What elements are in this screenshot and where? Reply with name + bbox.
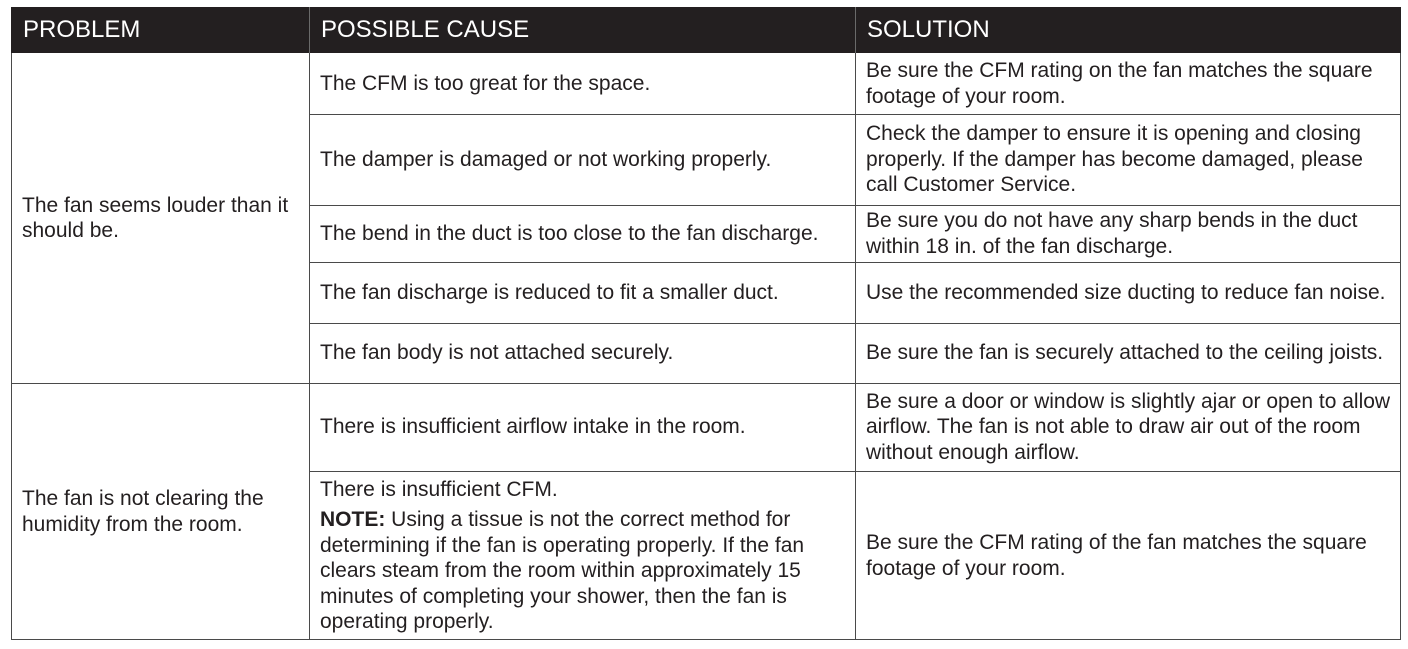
solution-cell — [855, 471, 1401, 640]
cause-text: The fan discharge is reduced to fit a smaller duct. — [320, 280, 779, 304]
cause-text: There is insufficient airflow intake in the room. — [320, 415, 746, 439]
cause-cell — [309, 114, 855, 205]
problem-text: The fan seems louder than it should be. — [22, 193, 289, 242]
cause-cell — [309, 53, 855, 114]
solution-cell — [855, 323, 1401, 383]
solution-cell — [855, 383, 1401, 471]
problem-cell — [11, 53, 309, 383]
header-possible-cause: POSSIBLE CAUSE — [321, 16, 530, 43]
note-text: Using a tissue is not the correct method for determining if the fan is operating properly. If the fan clears steam from the room within approximately 15 minutes of completing your shower, then the fan is operating properly. — [320, 508, 805, 633]
solution-text: Use the recommended size ducting to reduce fan noise. — [866, 280, 1386, 304]
cause-cell — [309, 205, 855, 262]
solution-cell — [855, 205, 1401, 262]
solution-cell — [855, 53, 1401, 114]
note-paragraph — [320, 507, 845, 635]
note-label: NOTE: — [320, 508, 386, 531]
cause-text: The fan body is not attached securely. — [320, 341, 674, 365]
problem-text: The fan is not clearing the humidity from the room. — [22, 487, 264, 536]
problem-cell — [11, 383, 309, 640]
troubleshooting-table — [11, 7, 1401, 640]
solution-text: Be sure you do not have any sharp bends in the duct within 18 in. of the fan discharge. — [866, 209, 1358, 258]
solution-text: Be sure the fan is securely attached to the ceiling joists. — [866, 341, 1384, 365]
table-header — [11, 7, 1401, 53]
cause-text: There is insufficient CFM. — [320, 477, 558, 501]
cause-text: The bend in the duct is too close to the fan discharge. — [320, 221, 819, 245]
solution-text: Be sure the CFM rating on the fan matches the square footage of your room. — [866, 59, 1373, 108]
cause-cell — [309, 323, 855, 383]
solution-text: Be sure the CFM rating of the fan matches the square footage of your room. — [866, 531, 1367, 580]
solution-cell — [855, 262, 1401, 323]
header-problem: PROBLEM — [23, 16, 141, 43]
cause-cell — [309, 471, 855, 640]
cause-text: The CFM is too great for the space. — [320, 71, 651, 95]
cause-cell — [309, 262, 855, 323]
cause-text: The damper is damaged or not working properly. — [320, 147, 772, 171]
solution-text: Check the damper to ensure it is opening and closing properly. If the damper has become damaged, please call Customer Service. — [866, 122, 1363, 197]
solution-cell — [855, 114, 1401, 205]
solution-text: Be sure a door or window is slightly ajar or open to allow airflow. The fan is not able to draw air out of the room without enough airflow. — [866, 389, 1391, 464]
cause-cell — [309, 383, 855, 471]
header-solution: SOLUTION — [867, 16, 990, 43]
